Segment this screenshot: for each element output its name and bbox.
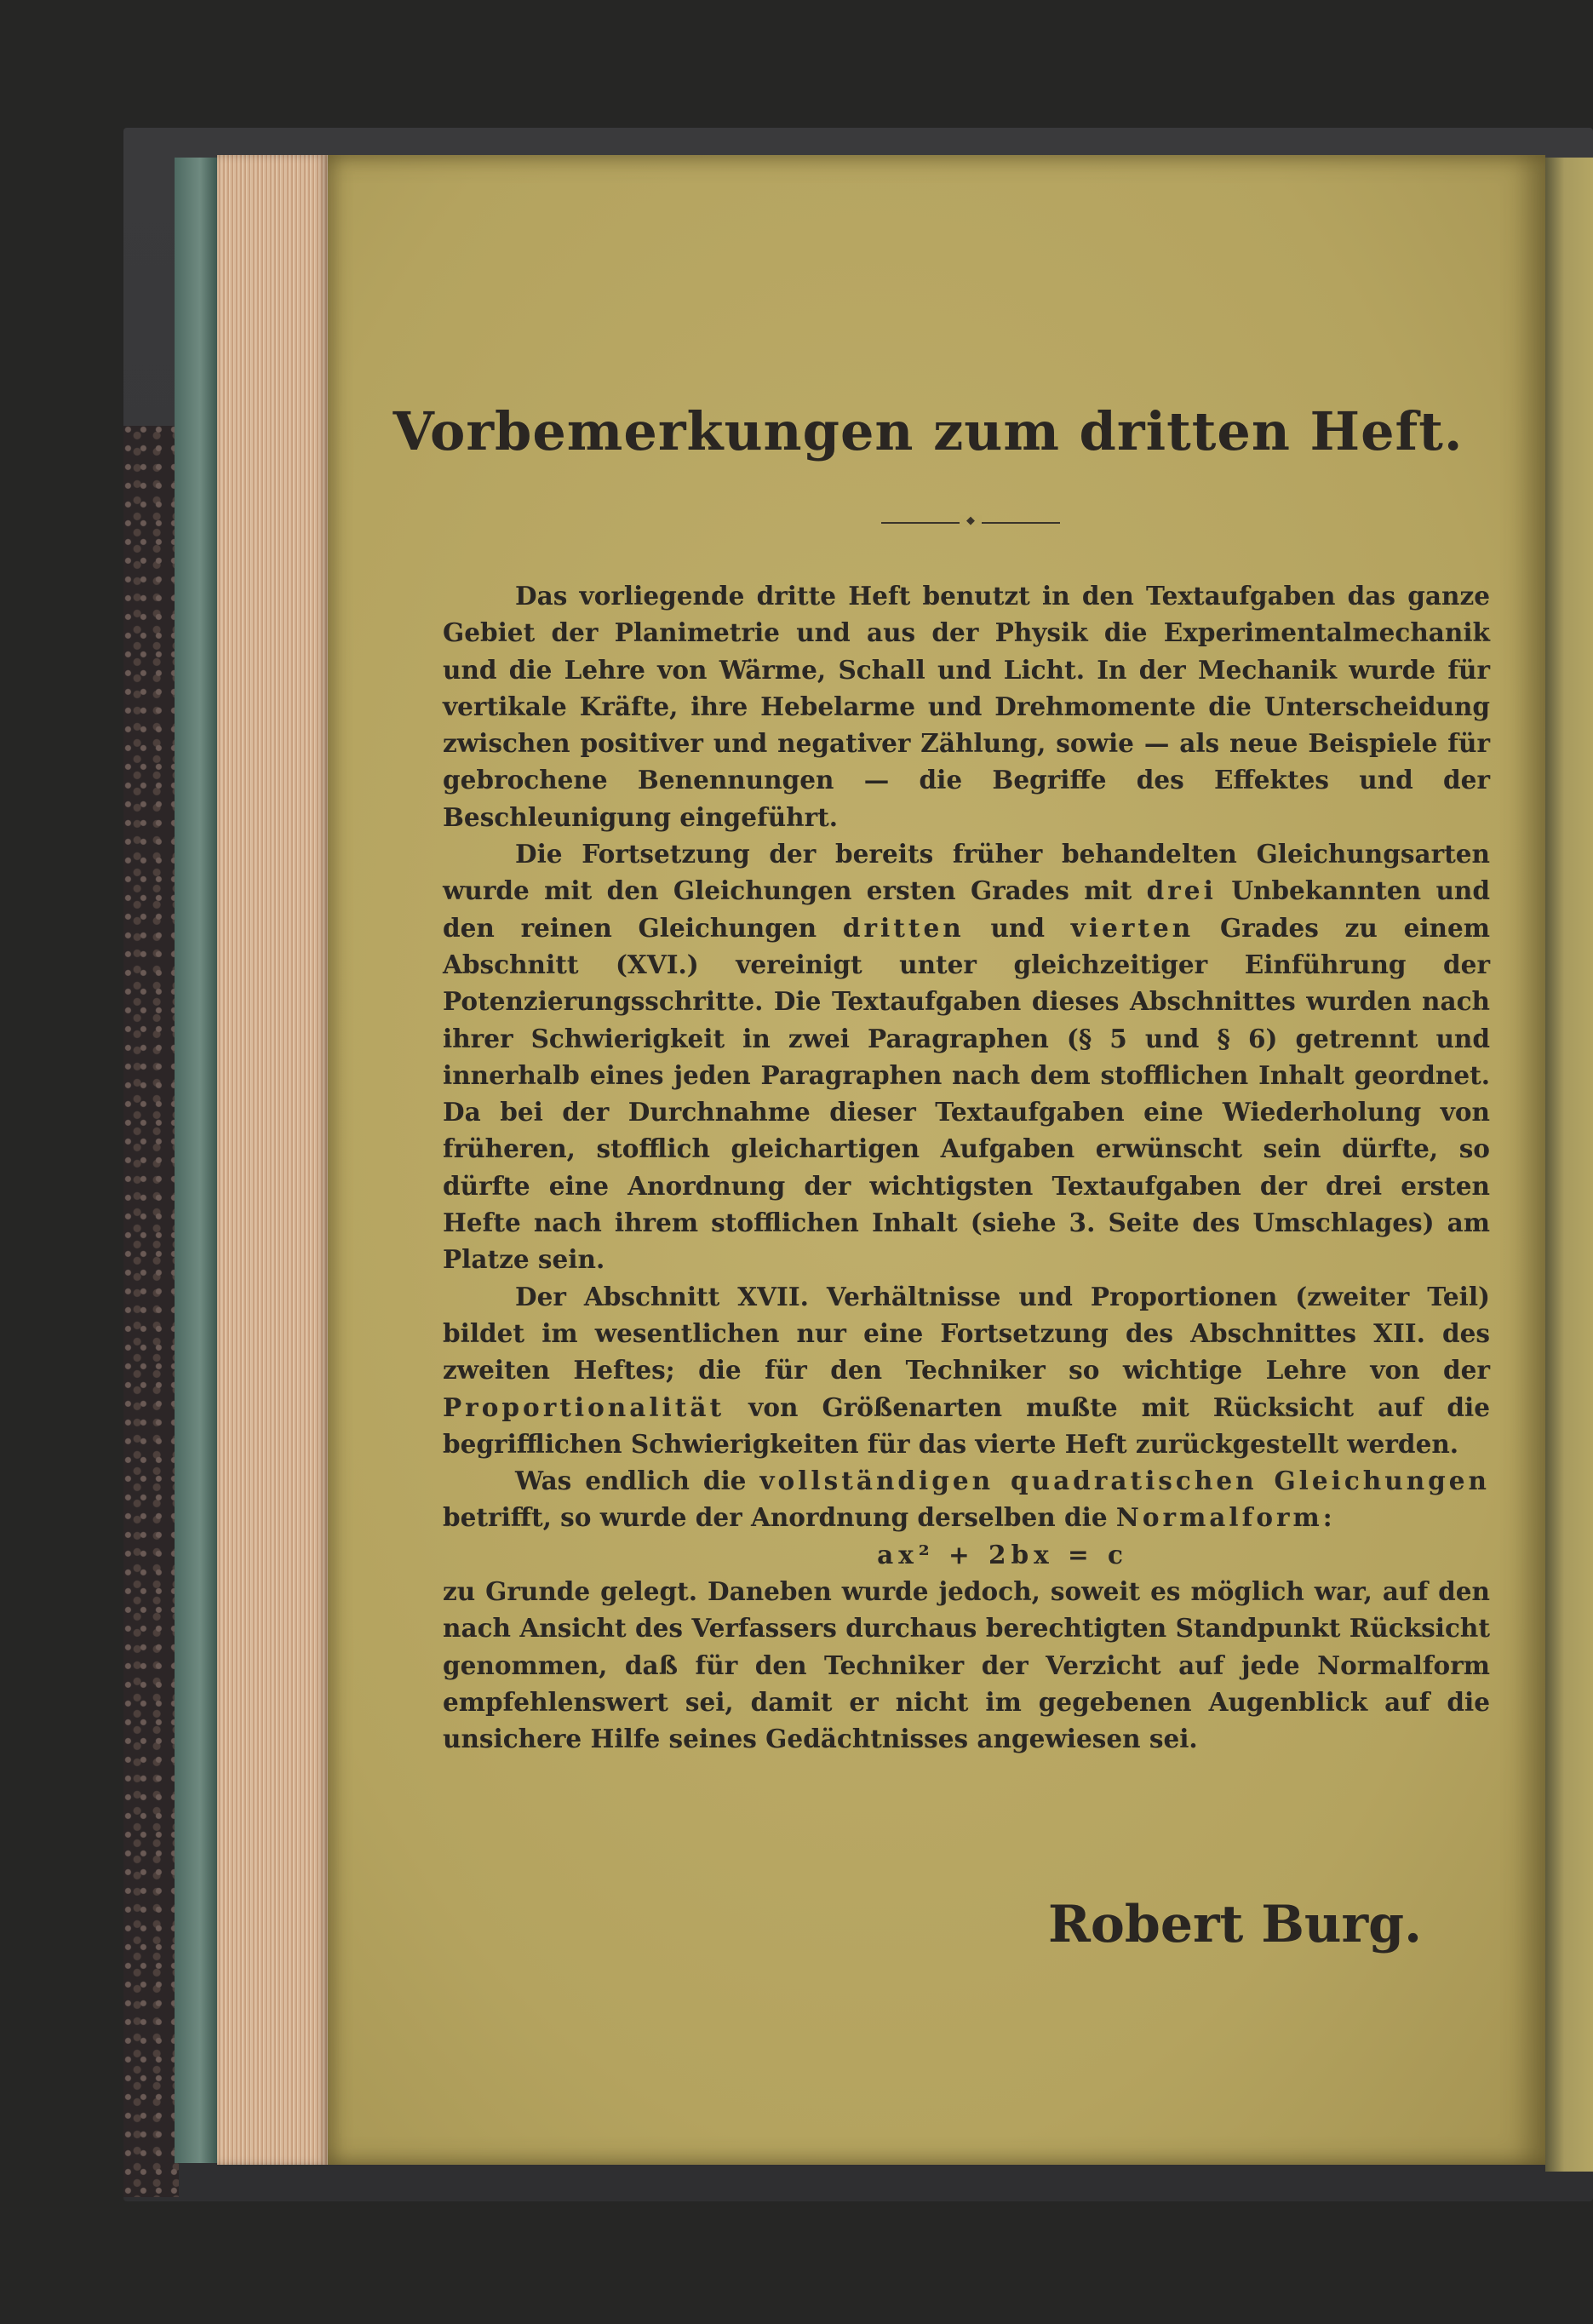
formula: ax² + 2bx = c xyxy=(877,1539,1128,1569)
facing-page-edge xyxy=(1545,158,1593,2172)
body-text xyxy=(443,577,1490,1758)
page-stack-edges xyxy=(217,155,328,2165)
divider-ornament-icon: ◆ xyxy=(960,515,982,527)
author-signature: Robert Burg. xyxy=(1047,1895,1422,1954)
paragraph-4: Was endlich die vollständigen quadratischen Gleichungen betrifft, so wurde der Anordnung derselben die Normalform: xyxy=(443,1466,1490,1533)
paragraph-2: Die Fortsetzung der bereits früher behandelten Gleichungsarten wurde mit den Gleichungen ersten Grades mit drei Unbekannten und den reinen Gleichungen dritten und vierten Grades zu einem Abschnitt (XVI.) vereinigt unter gleichzeitiger Einführung der Potenzierungsschritte. Die Textaufgaben dieses Abschnittes wurden nach ihrer Schwierigkeit in zwei Paragraphen (§ 5 und § 6) getrennt und innerhalb eines jeden Paragraphen nach dem stofflichen Inhalt geordnet. Da bei der Durchnahme dieser Textaufgaben eine Wiederholung von früheren, stofflich gleichartigen Aufgaben erwünscht sein dürfte, so dürfte eine Anordnung der wichtigsten Textaufgaben der drei ersten Hefte nach ihrem stofflichen Inhalt (siehe 3. Seite des Umschlages) am Platze sein. xyxy=(443,839,1490,1275)
paragraph-1: Das vorliegende dritte Heft benutzt in den Textaufgaben das ganze Gebiet der Planimetrie und aus der Physik die Experimentalmechanik und die Lehre von Wärme, Schall und Licht. In der Mechanik wurde für vertikale Kräfte, ihre Hebelarme und Drehmomente die Unterscheidung zwischen positiver und negativer Zählung, sowie — als neue Beispiele für gebrochene Benennungen — die Begriffe des Effektes und der Beschleunigung eingeführt. xyxy=(443,581,1490,832)
page-title: Vorbemerkungen zum dritten Heft. xyxy=(393,400,1464,462)
spine-edge xyxy=(175,158,217,2163)
paragraph-5: zu Grunde gelegt. Daneben wurde jedoch, soweit es möglich war, auf den nach Ansicht des Verfassers durchaus berechtigten Standpunkt Rücksicht genommen, daß für den Techniker der Verzicht auf jede Normalform empfehlenswert sei, damit er nicht im gegebenen Augenblick auf die unsichere Hilfe seines Gedächtnisses angewiesen sei. xyxy=(443,1576,1490,1754)
marbled-binding xyxy=(123,426,179,2197)
paragraph-3: Der Abschnitt XVII. Verhältnisse und Proportionen (zweiter Teil) bildet im wesentlichen nur eine Fortsetzung des Abschnittes XII. des zweiten Heftes; die für den Techniker so wichtige Lehre von der Proportionalität von Größenarten mußte mit Rücksicht auf die begrifflichen Schwierigkeiten für das vierte Heft zurückgestellt werden. xyxy=(443,1281,1490,1459)
